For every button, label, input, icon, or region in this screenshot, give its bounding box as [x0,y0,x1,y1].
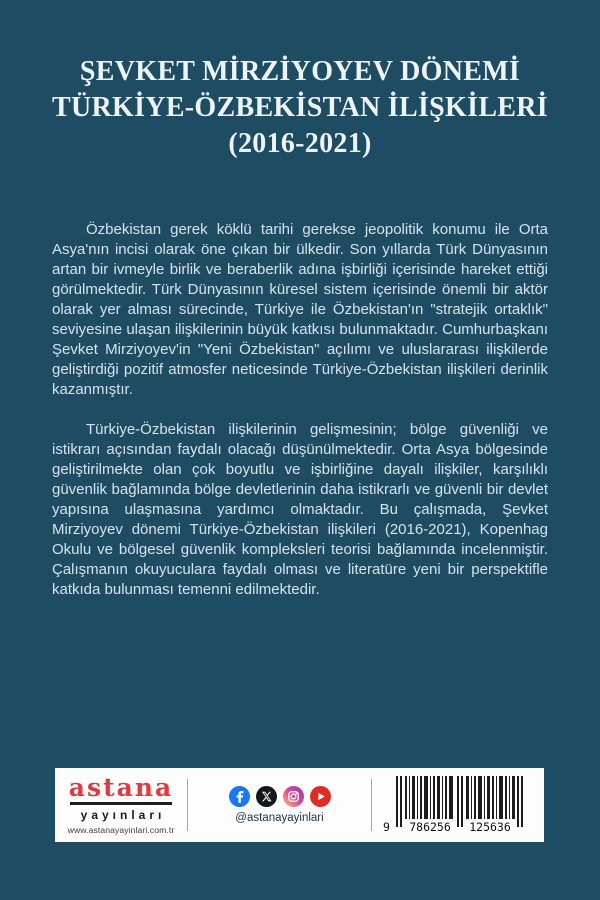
title-line-2: TÜRKİYE-ÖZBEKİSTAN İLİŞKİLERİ [52,92,548,123]
book-title [0,0,600,162]
synopsis [52,220,548,600]
social-media [188,768,371,842]
synopsis-paragraph-1: Özbekistan gerek köklü tarihi gerekse jeopolitik konumu ile Orta Asya'nın incisi olarak öne çıkan bir ülkedir. Son yıllarda Türk Dünyasının artan bir ivmeyle birlik ve beraberlik adına işbirliği içerisinde hareket ettiği görülmektedir. Türk Dünyasının küresel sistem içerisinde önemli bir aktör olarak yer alması sürecinde, Türkiye ile Özbekistan'ın "stratejik ortaklık" seviyesine ulaşan ilişkilerinin büyük katkısı bulunmaktadır. Cumhurbaşkanı Şevket Mirziyoyev'in "Yeni Özbekistan" açılımı ve uluslararası ilişkilerde geliştirdiği pozitif atmosfer neticesinde Türkiye-Özbekistan ilişkileri derinlik kazanmıştır. [52,221,548,398]
instagram-icon [283,786,304,807]
title-line-3: (2016-2021) [228,128,372,159]
social-handle: @astanayayinlari [235,812,324,824]
barcode-digits-right: 125636 [469,820,511,834]
synopsis-paragraph-2: Türkiye-Özbekistan ilişkilerinin gelişmesinin; bölge güvenliği ve istikrarı açısından faydalı olacağı düşünülmektedir. Orta Asya bölgesinde geliştirilmekte olan çok boyutlu ve işbirliğine dayalı ilişkiler, karşılıklı güvenlik bağlamında bölge devletlerinin daha istikrarlı ve güvenli bir devlet yapısına ulaşmasına yardımcı olmaktadır. Bu çalışmada, Şevket Mirziyoyev dönemi Türkiye-Özbekistan ilişkileri (2016-2021), Kopenhag Okulu ve bölgesel güvenlik kompleksleri teorisi bağlamında incelenmiştir. Çalışmanın okuyuculara faydalı olması ve literatüre yeni bir perspektifle katkıda bulunması temenni edilmektedir. [52,421,548,598]
publisher-subtitle: yayınları [80,807,166,822]
barcode-digits-left: 786256 [409,820,451,834]
publisher-website: www.astanayayinlari.com.tr [67,824,175,835]
title-line-1: ŞEVKET MİRZİYOYEV DÖNEMİ [79,56,521,87]
isbn-barcode [372,768,544,842]
youtube-icon [310,786,331,807]
barcode-graphic [382,776,534,834]
publisher-name: astana [68,772,174,802]
publisher-strip [55,768,544,842]
logo-underline [70,802,172,805]
barcode-digit-prefix: 9 [383,820,390,834]
x-icon [256,786,277,807]
social-icon-row [229,786,331,807]
publisher-logo [55,768,187,842]
facebook-icon [229,786,250,807]
